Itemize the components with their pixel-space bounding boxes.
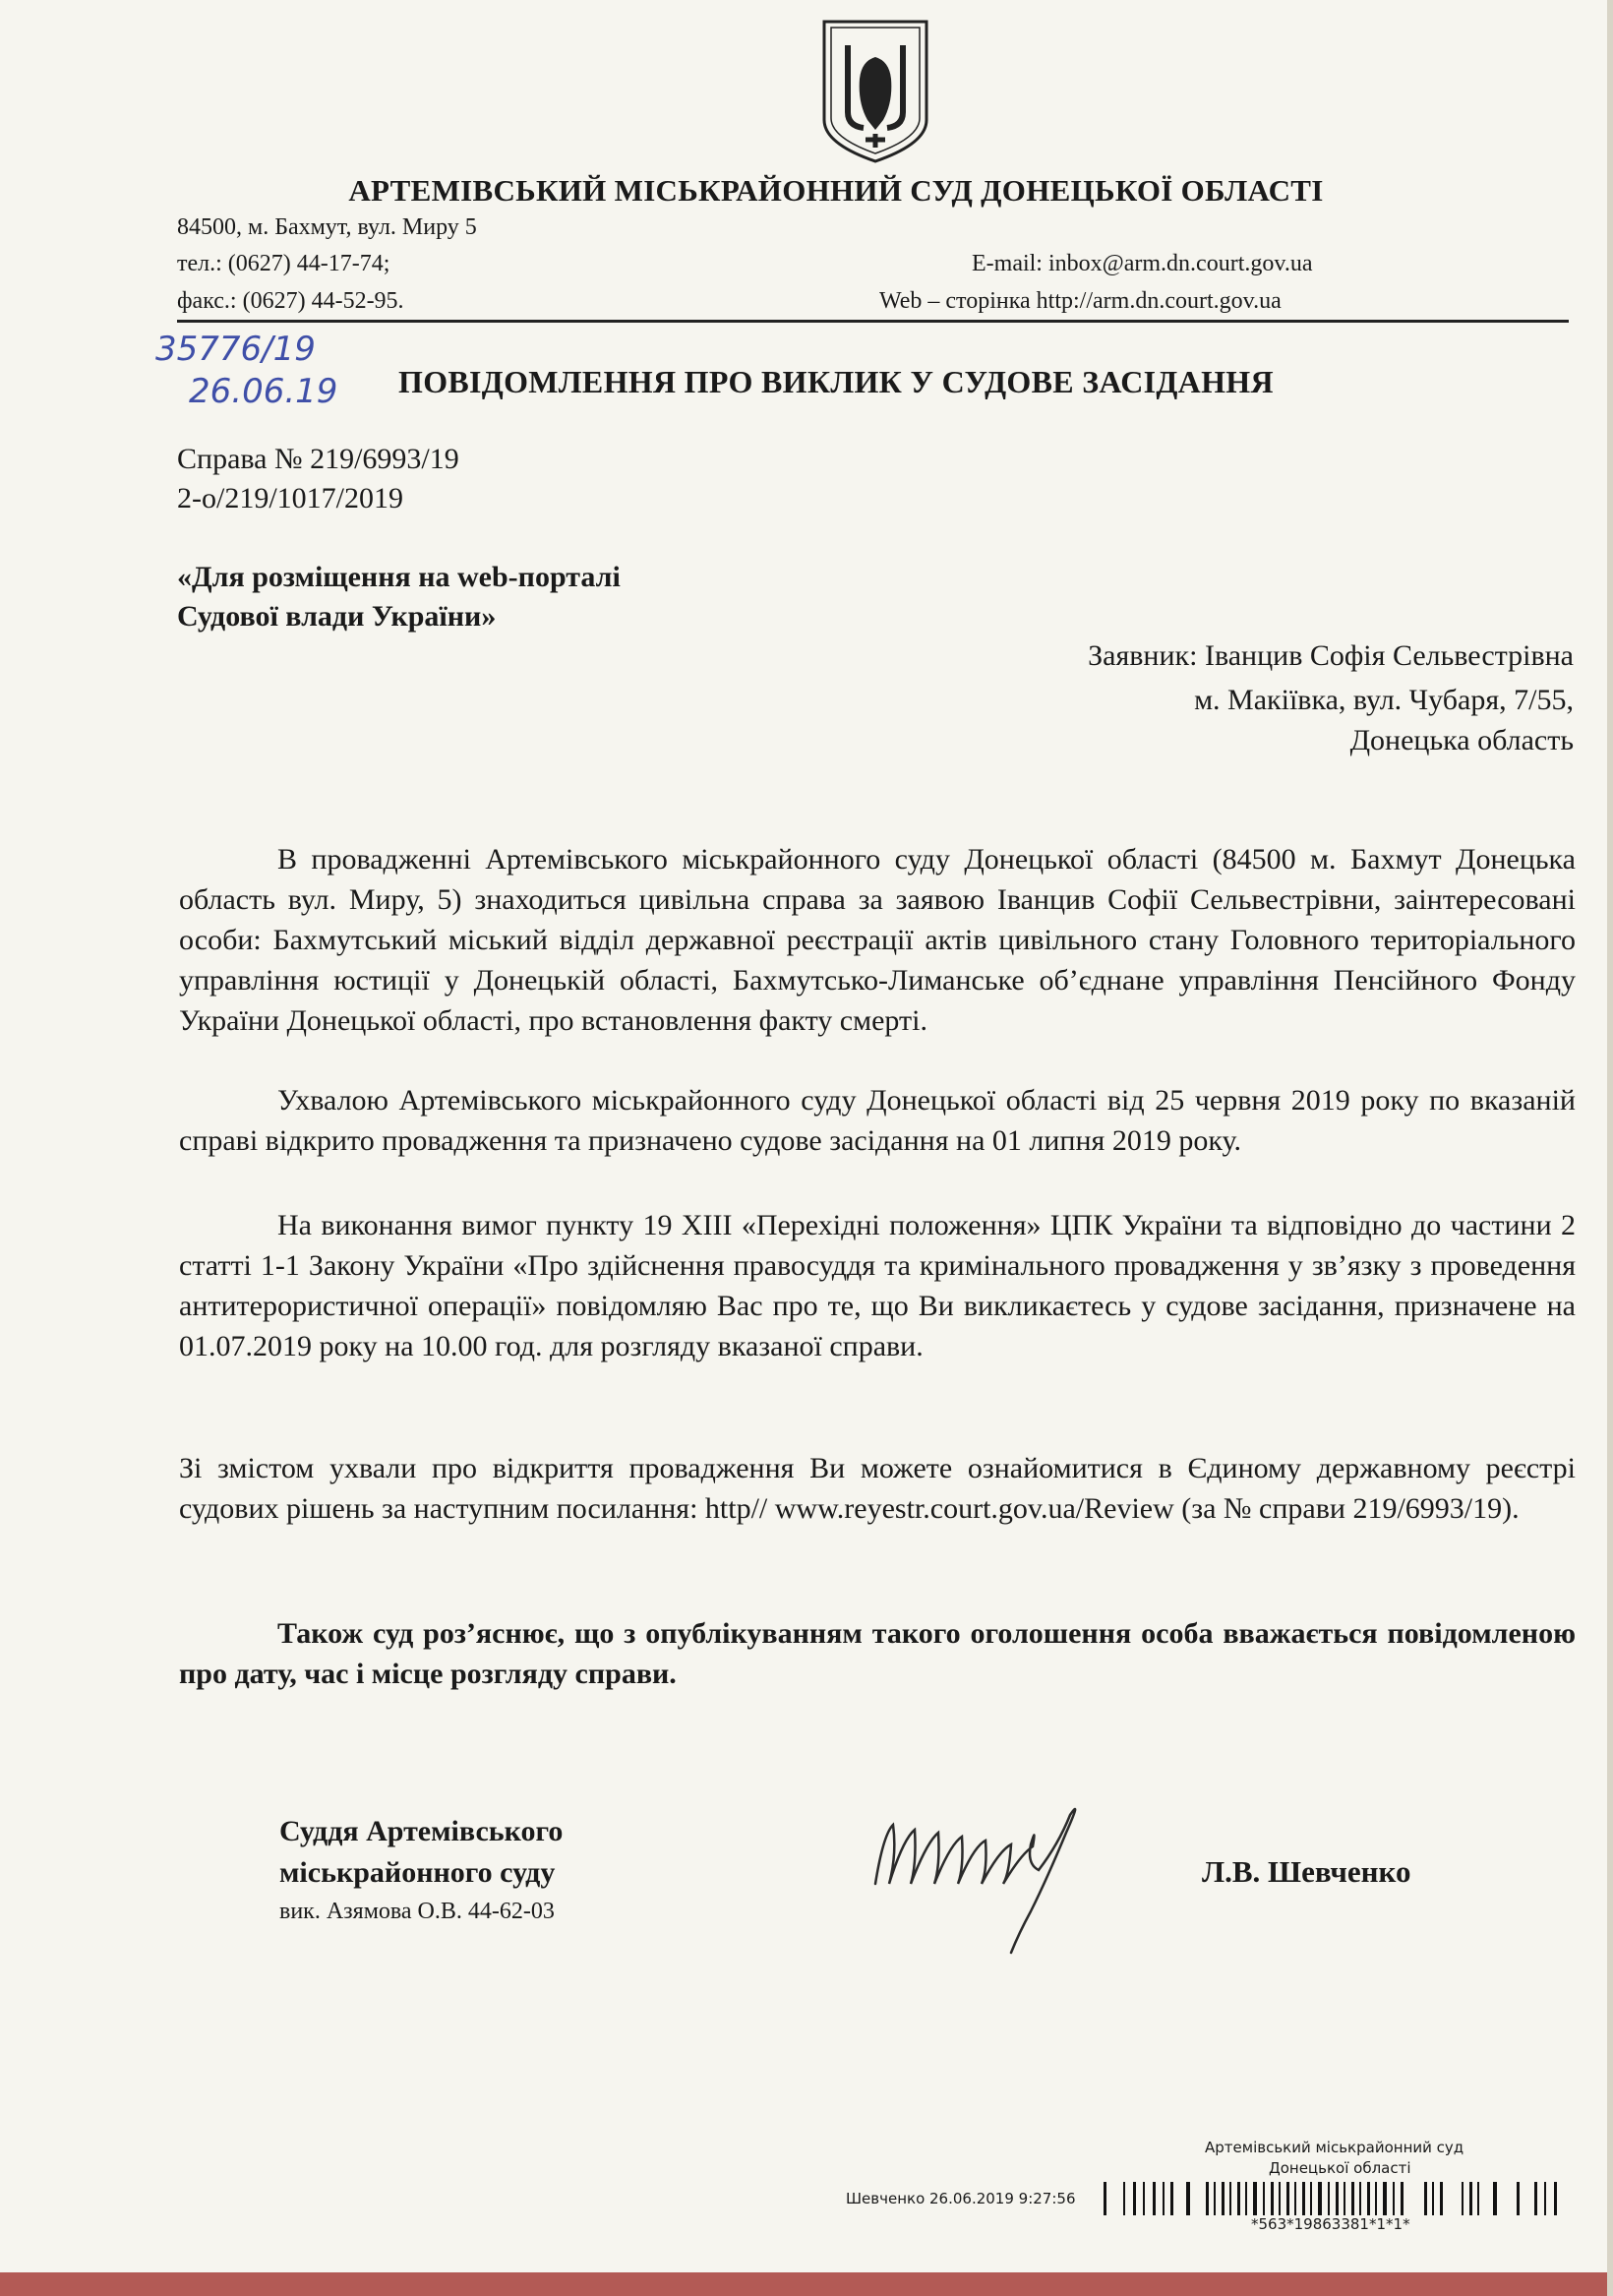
body-paragraph-5: Також суд роз’яснює, що з опублікуванням такого оголошення особа вважається повідомленою про дату, час і місце розгляду справи. [179,1617,1576,1690]
body-paragraph-1: В провадженні Артемівського міськрайонного суду Донецької області (84500 м. Бахмут Донецька область вул. Миру, 5) знаходиться цивільна справа за заявою Іванцив Софії Сельвестрівни, заінтересовані особи: Бахмутський міський відділ державної реєстрації актів цивільного стану Головного територіального управління юстиції у Донецькій області, Бахмутсько-Лиманське об’єднане управління Пенсійного Фонду України Донецької області, про встановлення факту смерті. [179,843,1576,1037]
handwritten-signature [854,1785,1149,1963]
stamp-registration: Шевченко 26.06.2019 9:27:56 [846,2190,1076,2207]
applicant-name: Заявник: Іванцив Софія Сельвестрівна [1088,639,1574,672]
document-title: ПОВІДОМЛЕННЯ ПРО ВИКЛИК У СУДОВЕ ЗАСІДАННЯ [398,364,1274,399]
scan-edge [0,2272,1613,2296]
header-divider [177,320,1569,323]
publication-note-line2: Судової влади України» [177,600,497,633]
signatory-role-line2: міськрайонного суду [279,1856,556,1889]
signatory-role-line1: Суддя Артемівського [279,1815,564,1847]
court-website: Web – сторінка http://arm.dn.court.gov.ua [879,288,1282,314]
body-paragraph-4: Зі змістом ухвали про відкриття провадження Ви можете ознайомитися в Єдиному державному реєстрі судових рішень за наступним посилання: http// www.reyestr.court.gov.ua/Review (за № справи 219/6993/19). [179,1452,1576,1525]
applicant-region: Донецька область [1349,724,1574,756]
barcode-icon [1104,2182,1582,2215]
stamp-court-line1: Артемівський міськрайонний суд [1205,2139,1464,2156]
court-fax: факс.: (0627) 44-52-95. [177,288,404,314]
coat-of-arms-icon [818,18,932,165]
court-address: 84500, м. Бахмут, вул. Миру 5 [177,214,477,240]
scan-edge-right [1607,0,1613,2296]
case-number: Справа № 219/6993/19 [177,443,459,475]
judge-name: Л.В. Шевченко [1202,1854,1411,1889]
handwritten-registration-number: 35776/19 [155,330,316,369]
publication-note-line1: «Для розміщення на web-порталі [177,561,621,593]
applicant-address: м. Макіївка, вул. Чубаря, 7/55, [1194,684,1574,716]
court-phone: тел.: (0627) 44-17-74; [177,251,390,276]
handwritten-registration-date: 26.06.19 [189,372,338,411]
court-email: E-mail: inbox@arm.dn.court.gov.ua [972,251,1313,276]
stamp-court-line2: Донецької області [1269,2159,1411,2177]
body-paragraph-2: Ухвалою Артемівського міськрайонного суду Донецької області від 25 червня 2019 року по вказаній справі відкрито провадження та призначено судове засідання на 01 липня 2019 року. [179,1084,1576,1157]
court-name: АРТЕМІВСЬКИЙ МІСЬКРАЙОННИЙ СУД ДОНЕЦЬКОЇ ОБЛАСТІ [348,173,1324,208]
executor-note: вик. Азямова О.В. 44-62-03 [279,1899,555,1924]
barcode-number: *563*19863381*1*1* [1251,2215,1410,2233]
proceeding-number: 2-о/219/1017/2019 [177,482,403,514]
body-paragraph-3: На виконання вимог пункту 19 ХІІІ «Перехідні положення» ЦПК України та відповідно до частини 2 статті 1-1 Закону України «Про здійснення правосуддя та кримінального провадження у зв’язку з проведення антитерористичної операції» повідомляю Вас про те, що Ви викликаєтесь у судове засідання, призначене на 01.07.2019 року на 10.00 год. для розгляду вказаної справи. [179,1209,1576,1362]
